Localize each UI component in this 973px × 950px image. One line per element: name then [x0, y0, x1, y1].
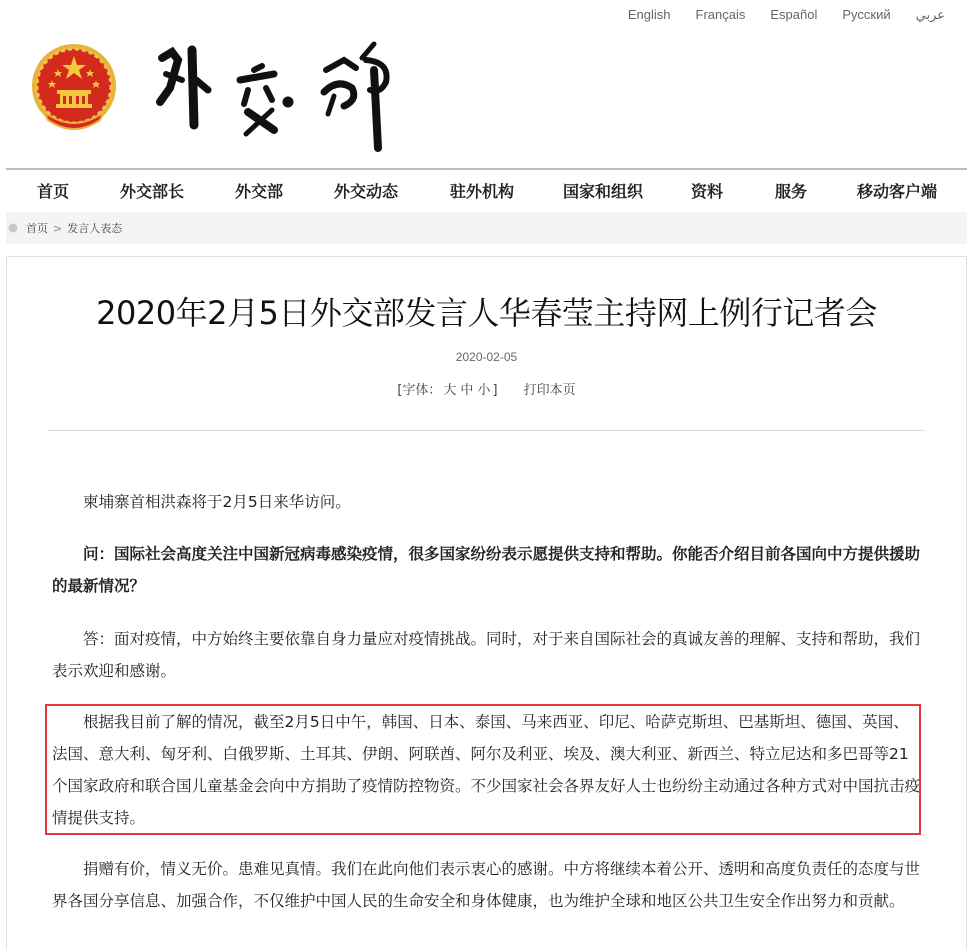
nav-item-resources[interactable]: 资料 [691, 182, 724, 201]
breadcrumb-home-link[interactable]: 首页 [26, 222, 48, 235]
print-page-link[interactable]: 打印本页 [523, 383, 576, 398]
nav-item-diplomatic-news[interactable]: 外交动态 [334, 182, 399, 201]
lang-russian-link[interactable]: Русский [842, 7, 891, 22]
article-thanks-paragraph: 捐赠有价，情义无价。患难见真情。我们在此向他们表示衷心的感谢。中方将继续本着公开、透明和高度负责任的态度与世界各国分享信息、加强合作，不仅维护中国人民的生命安全和身体健康，也为维护全球和地区公共卫生安全作出努力和贡献。 [52, 860, 921, 910]
lang-french-link[interactable]: Français [695, 7, 746, 22]
article-title: 2020年2月5日外交部发言人华春莹主持网上例行记者会 [96, 294, 877, 332]
ministry-calligraphy-logo[interactable] [148, 30, 408, 155]
nav-item-home[interactable]: 首页 [37, 182, 70, 201]
font-size-large-link[interactable]: 大 [443, 383, 457, 398]
lang-spanish-link[interactable]: Español [770, 7, 818, 22]
nav-item-missions-abroad[interactable]: 驻外机构 [450, 182, 515, 201]
breadcrumb-current-link[interactable]: 发言人表态 [67, 222, 123, 235]
article-paragraph: 柬埔寨首相洪森将于2月5日来华访问。 [83, 493, 351, 511]
lang-arabic-link[interactable]: عربي [915, 7, 945, 22]
article-question-paragraph: 问：国际社会高度关注中国新冠病毒感染疫情，很多国家纷纷表示愿提供支持和帮助。你能否介绍目前各国向中方提供援助的最新情况？ [52, 545, 921, 595]
article-divider [48, 430, 925, 431]
font-size-label-close: ] [492, 383, 498, 398]
highlight-box [45, 704, 921, 835]
breadcrumb-separator: > [53, 221, 63, 235]
location-dot-icon [8, 223, 18, 233]
article-date: 2020-02-05 [455, 350, 518, 364]
font-size-medium-link[interactable]: 中 [460, 383, 474, 398]
main-nav [6, 170, 967, 208]
nav-item-services[interactable]: 服务 [775, 182, 808, 201]
nav-item-countries-orgs[interactable]: 国家和组织 [563, 182, 644, 201]
font-size-small-link[interactable]: 小 [477, 383, 491, 398]
nav-item-minister[interactable]: 外交部长 [120, 182, 185, 201]
national-emblem-icon[interactable] [30, 42, 118, 132]
article-answer-paragraph: 答：面对疫情，中方始终主要依靠自身力量应对疫情挑战。同时，对于来自国际社会的真诚友善的理解、支持和帮助，我们表示欢迎和感谢。 [52, 630, 921, 680]
lang-english-link[interactable]: English [627, 7, 671, 22]
breadcrumb [6, 212, 967, 244]
article-tools [0, 379, 973, 398]
article-donation-paragraph: 根据我目前了解的情况，截至2月5日中午，韩国、日本、泰国、马来西亚、印尼、哈萨克斯坦、巴基斯坦、德国、英国、法国、意大利、匈牙利、白俄罗斯、土耳其、伊朗、阿联酋、阿尔及利亚、埃及、澳大利亚、新西兰、特立尼达和多巴哥等21个国家政府和联合国儿童基金会向中方捐助了疫情防控物资。不少国家社会各界友好人士也纷纷主动通过各种方式对中国抗击疫情提供支持。 [52, 713, 921, 827]
font-size-label-open: [字体： [397, 383, 442, 398]
language-bar [603, 7, 945, 23]
nav-item-mobile-client[interactable]: 移动客户端 [857, 182, 938, 201]
nav-item-ministry[interactable]: 外交部 [235, 182, 284, 201]
